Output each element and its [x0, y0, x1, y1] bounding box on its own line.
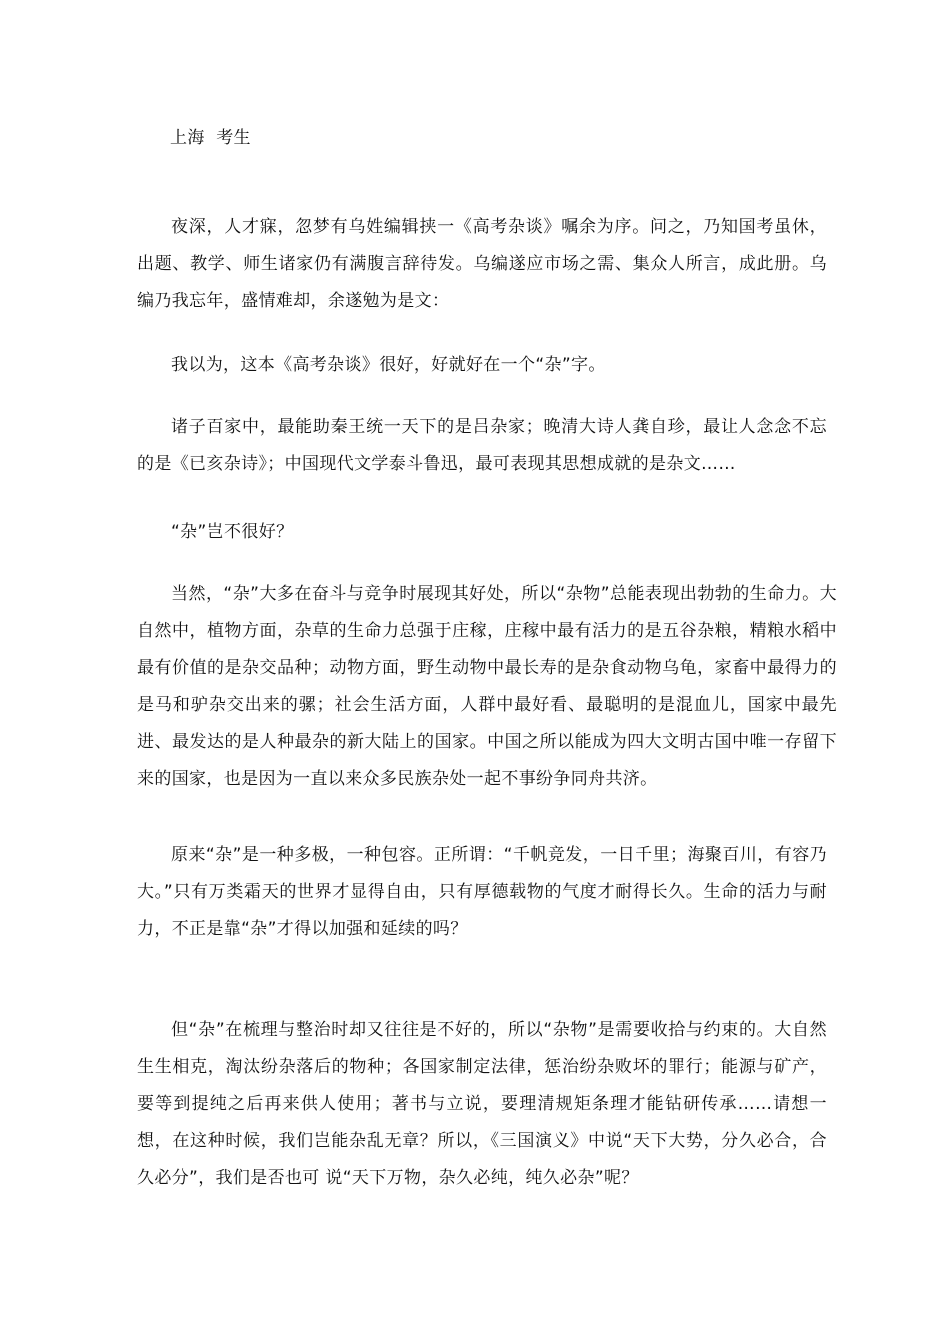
paragraph-conclusion: 但“杂”在梳理与整治时却又往往是不好的，所以“杂物”是需要收拾与约束的。大自然生生相克，淘汰纷杂落后的物种；各国家制定法律，惩治纷杂败坏的罪行；能源与矿产，要等到提纯之后再来供人使用；著书与立说，要理清规矩条理才能钻研传承……请想一想，在这种时候，我们岂能杂乱无章？所以，《三国演义》中说“天下大势，分久必合，合久必分”，我们是否也可 说“天下万物，杂久必纯，纯久必杂”呢？: [137, 1020, 827, 1188]
paragraph-preface: 夜深，人才寐，忽梦有乌姓编辑挟一《高考杂谈》嘱余为序。问之，乃知国考虽休，出题、教学、师生诸家仍有满腹言辞待发。乌编遂应市场之需、集众人所言，成此册。乌编乃我忘年，盛情难却，余遂勉为是文：: [137, 217, 827, 311]
paragraph-examples: 诸子百家中，最能助秦王统一天下的是吕杂家；晚清大诗人龚自珍，最让人念念不忘的是《已亥杂诗》；中国现代文学泰斗鲁迅，最可表现其思想成就的是杂文……: [137, 417, 827, 474]
author-byline: 上海 考生: [170, 128, 251, 148]
paragraph-inclusiveness: 原来“杂”是一种多极，一种包容。正所谓：“千帆竞发，一日千里；海聚百川，有容乃大。”只有万类霜天的世界才显得自由，只有厚德载物的气度才耐得长久。生命的活力与耐力，不正是靠“杂”才得以加强和延续的吗？: [137, 845, 827, 939]
paragraph-vitality: 当然，“杂”大多在奋斗与竞争时展现其好处，所以“杂物”总能表现出勃勃的生命力。大自然中，植物方面，杂草的生命力总强于庄稼，庄稼中最有活力的是五谷杂粮，精粮水稻中最有价值的是杂交品种；动物方面，野生动物中最长寿的是杂食动物乌龟，家畜中最得力的是马和驴杂交出来的骡；社会生活方面，人群中最好看、最聪明的是混血儿，国家中最先进、最发达的是人种最杂的新大陆上的国家。中国之所以能成为四大文明古国中唯一存留下来的国家，也是因为一直以来众多民族杂处一起不事纷争同舟共济。: [137, 584, 837, 789]
paragraph-thesis: 我以为，这本《高考杂谈》很好，好就好在一个“杂”字。: [171, 355, 606, 375]
paragraph-question: “杂”岂不很好？: [171, 522, 294, 542]
